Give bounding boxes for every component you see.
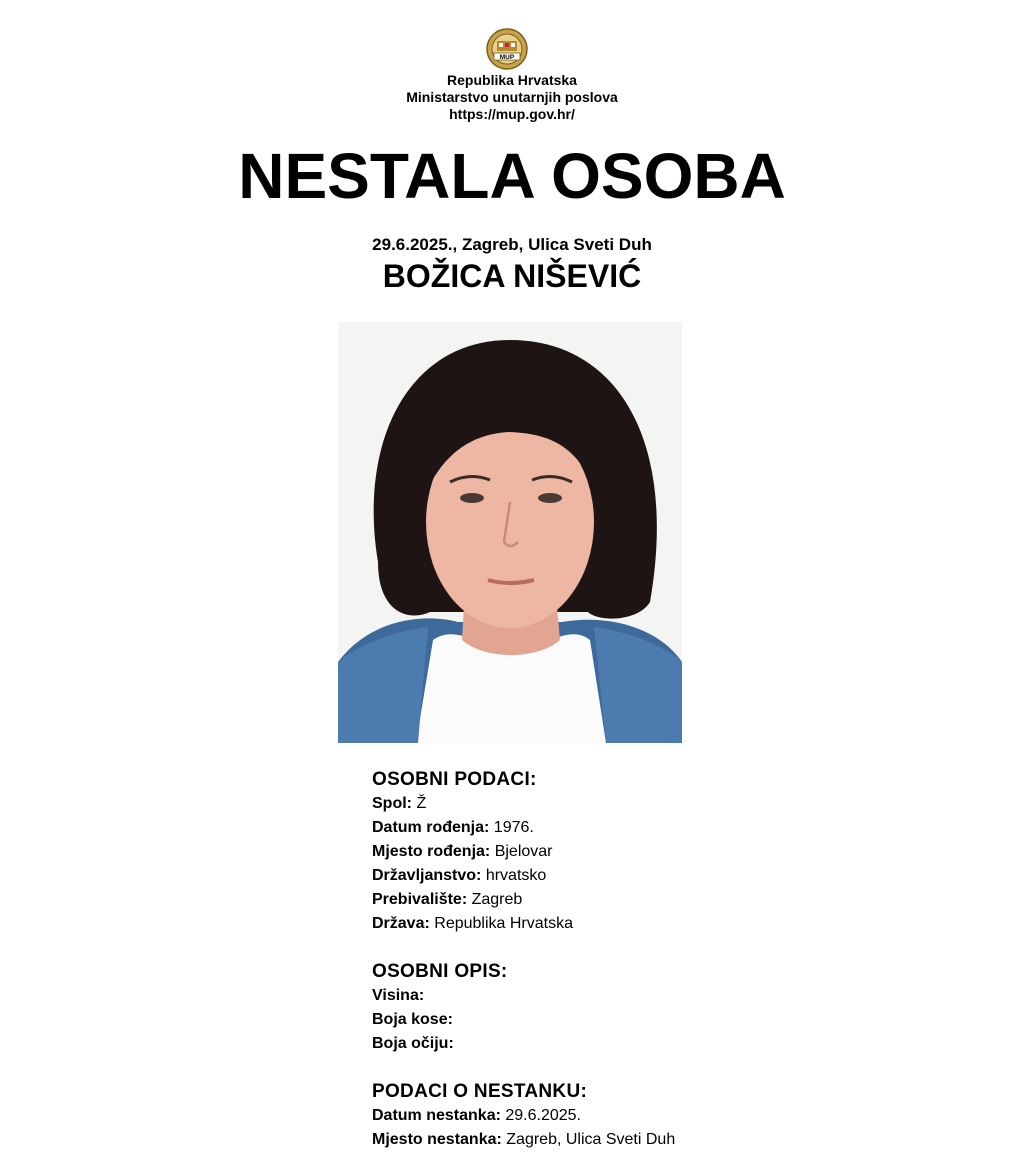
- event-line: 29.6.2025., Zagreb, Ulica Sveti Duh: [372, 235, 652, 254]
- disappearance-heading: PODACI O NESTANKU:: [372, 1081, 588, 1102]
- header-country: Republika Hrvatska: [447, 72, 577, 88]
- personal-row-sex: [372, 792, 426, 816]
- row-value: Ž: [416, 795, 427, 812]
- row-value: 1976.: [493, 819, 534, 836]
- header-ministry: Ministarstvo unutarnjih poslova: [406, 89, 618, 105]
- personal-row-citizenship: [372, 864, 546, 888]
- row-label: Državljanstvo:: [372, 867, 482, 884]
- row-value: 29.6.2025.: [505, 1107, 581, 1124]
- person-photo: [338, 322, 682, 743]
- description-heading: OSOBNI OPIS:: [372, 961, 508, 982]
- row-value: Zagreb, Ulica Sveti Duh: [506, 1131, 676, 1148]
- personal-row-birthdate: [372, 816, 534, 840]
- page-title: NESTALA OSOBA: [238, 140, 786, 212]
- person-name: BOŽICA NIŠEVIĆ: [382, 258, 642, 294]
- description-row-height: [372, 984, 424, 1008]
- personal-data-heading: OSOBNI PODACI:: [372, 769, 537, 790]
- header-url: https://mup.gov.hr/: [449, 106, 575, 122]
- row-label: Prebivalište:: [372, 891, 468, 908]
- row-label: Datum nestanka:: [372, 1107, 501, 1124]
- row-value: Republika Hrvatska: [434, 915, 573, 932]
- row-value: hrvatsko: [485, 867, 547, 884]
- row-label: Boja očiju:: [372, 1035, 454, 1052]
- row-label: Mjesto rođenja:: [372, 843, 491, 860]
- row-label: Visina:: [372, 987, 425, 1004]
- row-label: Boja kose:: [372, 1011, 453, 1028]
- disappearance-row-place: [372, 1128, 675, 1152]
- personal-row-birthplace: [372, 840, 553, 864]
- row-label: Mjesto nestanka:: [372, 1131, 502, 1148]
- row-label: Spol:: [372, 795, 412, 812]
- row-label: Datum rođenja:: [372, 819, 490, 836]
- description-row-eyes: [372, 1032, 454, 1056]
- disappearance-row-date: [372, 1104, 581, 1128]
- description-row-hair: [372, 1008, 453, 1032]
- mup-emblem-icon: [486, 28, 528, 70]
- row-label: Država:: [372, 915, 430, 932]
- row-value: Zagreb: [471, 891, 523, 908]
- row-value: Bjelovar: [494, 843, 553, 860]
- logo-text: MUP: [499, 54, 515, 61]
- personal-row-country: [372, 912, 573, 936]
- personal-row-residence: [372, 888, 522, 912]
